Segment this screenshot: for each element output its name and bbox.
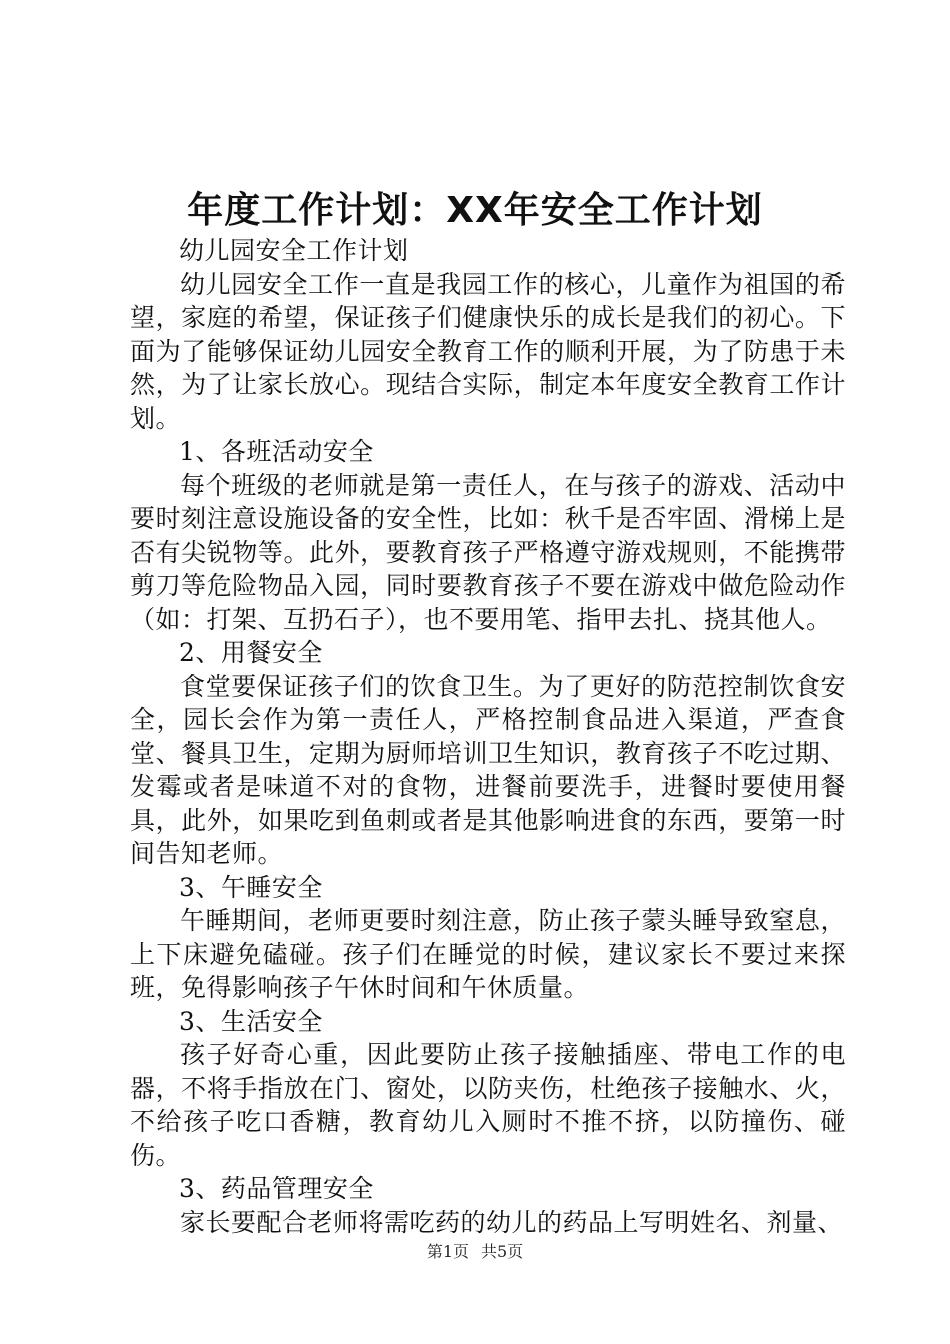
page-footer [0,1240,950,1264]
section-heading-nap: 3、午睡安全 [179,872,323,902]
page-number: 第1页 [426,1242,469,1261]
paragraph-activity: 每个班级的老师就是第一责任人，在与孩子的游戏、活动中要时刻注意设施设备的安全性，比如：秋千是否牢固、滑梯上是否有尖锐物等。此外，要教育孩子严格遵守游戏规则，不能携带剪刀等危险物品入园，同时要教育孩子不要在游戏中做危险动作（如：打架、互扔石子），也不要用笔、指甲去扎、挠其他人。 [130,470,846,634]
paragraph-intro: 幼儿园安全工作一直是我园工作的核心，儿童作为祖国的希望，家庭的希望，保证孩子们健康快乐的成长是我们的初心。下面为了能够保证幼儿园安全教育工作的顺利开展，为了防患于未然，为了让家长放心。现结合实际，制定本年度安全教育工作计划。 [130,269,846,433]
document-subtitle: 幼儿园安全工作计划 [179,236,409,265]
document-title: 年度工作计划：XX年安全工作计划 [187,190,763,231]
section-heading-life: 3、生活安全 [179,1006,323,1036]
paragraph-medicine: 家长要配合老师将需吃药的幼儿的药品上写明姓名、剂量、 [180,1207,844,1237]
section-heading-meal: 2、用餐安全 [179,638,323,667]
section-heading-medicine: 3、药品管理安全 [179,1174,374,1203]
page-total: 共5页 [481,1242,524,1261]
paragraph-life: 孩子好奇心重，因此要防止孩子接触插座、带电工作的电器，不将手指放在门、窗处，以防夹伤，杜绝孩子接触水、火，不给孩子吃口香糖，教育幼儿入厕时不推不挤，以防撞伤、碰伤。 [130,1040,846,1170]
paragraph-nap: 午睡期间，老师更要时刻注意，防止孩子蒙头睡导致窒息，上下床避免磕碰。孩子们在睡觉的时候，建议家长不要过来探班，免得影响孩子午休时间和午休质量。 [130,906,846,1002]
paragraph-meal: 食堂要保证孩子们的饮食卫生。为了更好的防范控制饮食安全，园长会作为第一责任人，严格控制食品进入渠道，严查食堂、餐具卫生，定期为厨师培训卫生知识，教育孩子不吃过期、发霉或者是味道不对的食物，进餐前要洗手，进餐时要使用餐具，此外，如果吃到鱼刺或者是其他影响进食的东西，要第一时间告知老师。 [130,671,846,868]
document-body [130,234,846,1239]
section-heading-activity: 1、各班活动安全 [179,437,374,466]
